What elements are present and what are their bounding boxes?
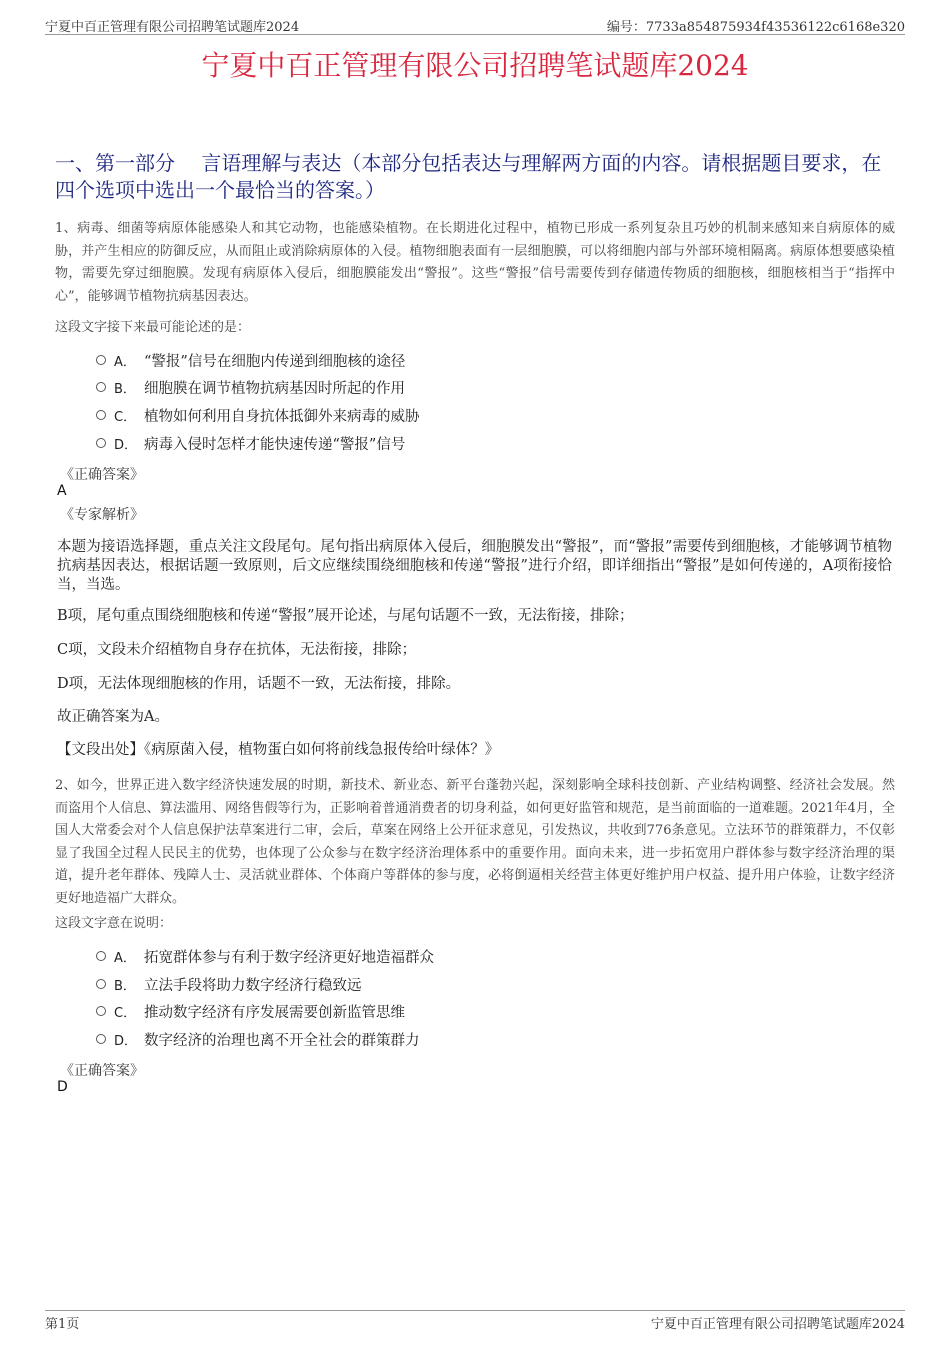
analysis-conclusion: 故正确答案为A。 <box>57 709 169 725</box>
header-divider <box>45 34 905 35</box>
radio-icon[interactable] <box>96 979 106 989</box>
option-text: 病毒入侵时怎样才能快速传递“警报”信号 <box>144 436 406 453</box>
question-1-option-a[interactable] <box>96 350 405 370</box>
question-2-option-b[interactable] <box>96 974 362 994</box>
analysis-label: 《专家解析》 <box>60 507 144 523</box>
radio-icon[interactable] <box>96 1034 106 1044</box>
question-2-option-c[interactable] <box>96 1001 405 1021</box>
analysis-paragraph: C项，文段未介绍植物自身存在抗体，无法衔接，排除； <box>57 642 417 658</box>
header-left-text: 宁夏中百正管理有限公司招聘笔试题库2024 <box>45 20 300 35</box>
option-letter: C． <box>114 409 137 425</box>
answer-label: 《正确答案》 <box>60 1063 144 1079</box>
option-letter: A． <box>114 950 136 966</box>
question-1-option-d[interactable] <box>96 433 405 453</box>
analysis-paragraph: B项，尾句重点围绕细胞核和传递“警报”展开论述，与尾句话题不一致，无法衔接，排除； <box>57 608 634 624</box>
section-heading: 一、第一部分 言语理解与表达（本部分包括表达与理解两方面的内容。请根据题目要求，在四个选项中选出一个最恰当的答案。） <box>55 151 882 202</box>
radio-icon[interactable] <box>96 355 106 365</box>
option-text: 推动数字经济有序发展需要创新监管思维 <box>144 1004 405 1021</box>
option-letter: D． <box>114 1033 138 1049</box>
question-2-text: 2、如今，世界正进入数字经济快速发展的时期，新技术、新业态、新平台蓬勃兴起，深刻影响全球科技创新、产业结构调整、经济社会发展。然而盗用个人信息、算法滥用、网络售假等行为，正影响着普通消费者的切身利益，如何更好监管和规范，是当前面临的一道难题。2021年4月，全国人大常委会对个人信息保护法草案进行二审，会后，草案在网络上公开征求意见，引发热议，共收到776条意见。立法环节的群策群力，不仅彰显了我国全过程人民民主的优势，也体现了公众参与在数字经济治理体系中的重要作用。面向未来，进一步拓宽用户群体参与数字经济治理的渠道，提升老年群体、残障人士、灵活就业群体、个体商户等群体的参与度，必将倒逼相关经营主体更好维护用户权益、提升用户体验，让数字经济更好地造福广大群众。 <box>55 778 895 906</box>
correct-answer: A <box>57 483 67 499</box>
question-2-option-a[interactable] <box>96 946 434 966</box>
question-1-option-b[interactable] <box>96 377 405 397</box>
option-letter: D． <box>114 437 138 453</box>
option-text: 植物如何利用自身抗体抵御外来病毒的威胁 <box>144 408 420 425</box>
question-1-option-c[interactable] <box>96 405 420 425</box>
page-title: 宁夏中百正管理有限公司招聘笔试题库2024 <box>201 49 749 82</box>
document-id: 编号：7733a854875934f43536122c6168e320 <box>606 20 905 35</box>
footer-title: 宁夏中百正管理有限公司招聘笔试题库2024 <box>650 1317 905 1332</box>
option-text: 拓宽群体参与有利于数字经济更好地造福群众 <box>144 949 434 966</box>
question-2-prompt: 这段文字意在说明： <box>55 916 173 931</box>
footer-divider <box>45 1310 905 1311</box>
answer-label: 《正确答案》 <box>60 467 144 483</box>
analysis-paragraph: 本题为接语选择题，重点关注文段尾句。尾句指出病原体入侵后，细胞膜发出“警报”，而“警报”需要传到细胞核，才能够调节植物抗病基因表达，根据话题一致原则，后文应继续围绕细胞核和传递“警报”进行介绍，即详细指出“警报”是如何传递的，A项衔接恰当，当选。 <box>57 539 892 593</box>
radio-icon[interactable] <box>96 951 106 961</box>
option-letter: B． <box>114 381 136 397</box>
option-letter: C． <box>114 1005 137 1021</box>
source-citation: 【文段出处】《病原菌入侵，植物蛋白如何将前线急报传给叶绿体？》 <box>57 742 500 758</box>
analysis-paragraph: D项，无法体现细胞核的作用，话题不一致，无法衔接，排除。 <box>57 676 461 692</box>
question-1-prompt: 这段文字接下来最可能论述的是： <box>55 320 251 335</box>
radio-icon[interactable] <box>96 382 106 392</box>
question-1-text: 1、病毒、细菌等病原体能感染人和其它动物，也能感染植物。在长期进化过程中，植物已形成一系列复杂且巧妙的机制来感知来自病原体的威胁，并产生相应的防御反应，从而阻止或消除病原体的入侵。植物细胞表面有一层细胞膜，可以将细胞内部与外部环境相隔离。病原体想要感染植物，需要先穿过细胞膜。发现有病原体入侵后，细胞膜能发出“警报”。这些“警报”信号需要传到存储遗传物质的细胞核，细胞核相当于“指挥中心”，能够调节植物抗病基因表达。 <box>55 221 895 304</box>
option-letter: A． <box>114 354 136 370</box>
option-text: 数字经济的治理也离不开全社会的群策群力 <box>144 1032 420 1049</box>
option-text: 细胞膜在调节植物抗病基因时所起的作用 <box>144 380 405 397</box>
option-text: “警报”信号在细胞内传递到细胞核的途径 <box>144 353 406 370</box>
option-text: 立法手段将助力数字经济行稳致远 <box>144 977 362 994</box>
radio-icon[interactable] <box>96 438 106 448</box>
option-letter: B． <box>114 978 136 994</box>
radio-icon[interactable] <box>96 1006 106 1016</box>
question-2-option-d[interactable] <box>96 1029 420 1049</box>
page-number: 第1页 <box>45 1317 80 1332</box>
radio-icon[interactable] <box>96 410 106 420</box>
correct-answer: D <box>57 1079 68 1095</box>
